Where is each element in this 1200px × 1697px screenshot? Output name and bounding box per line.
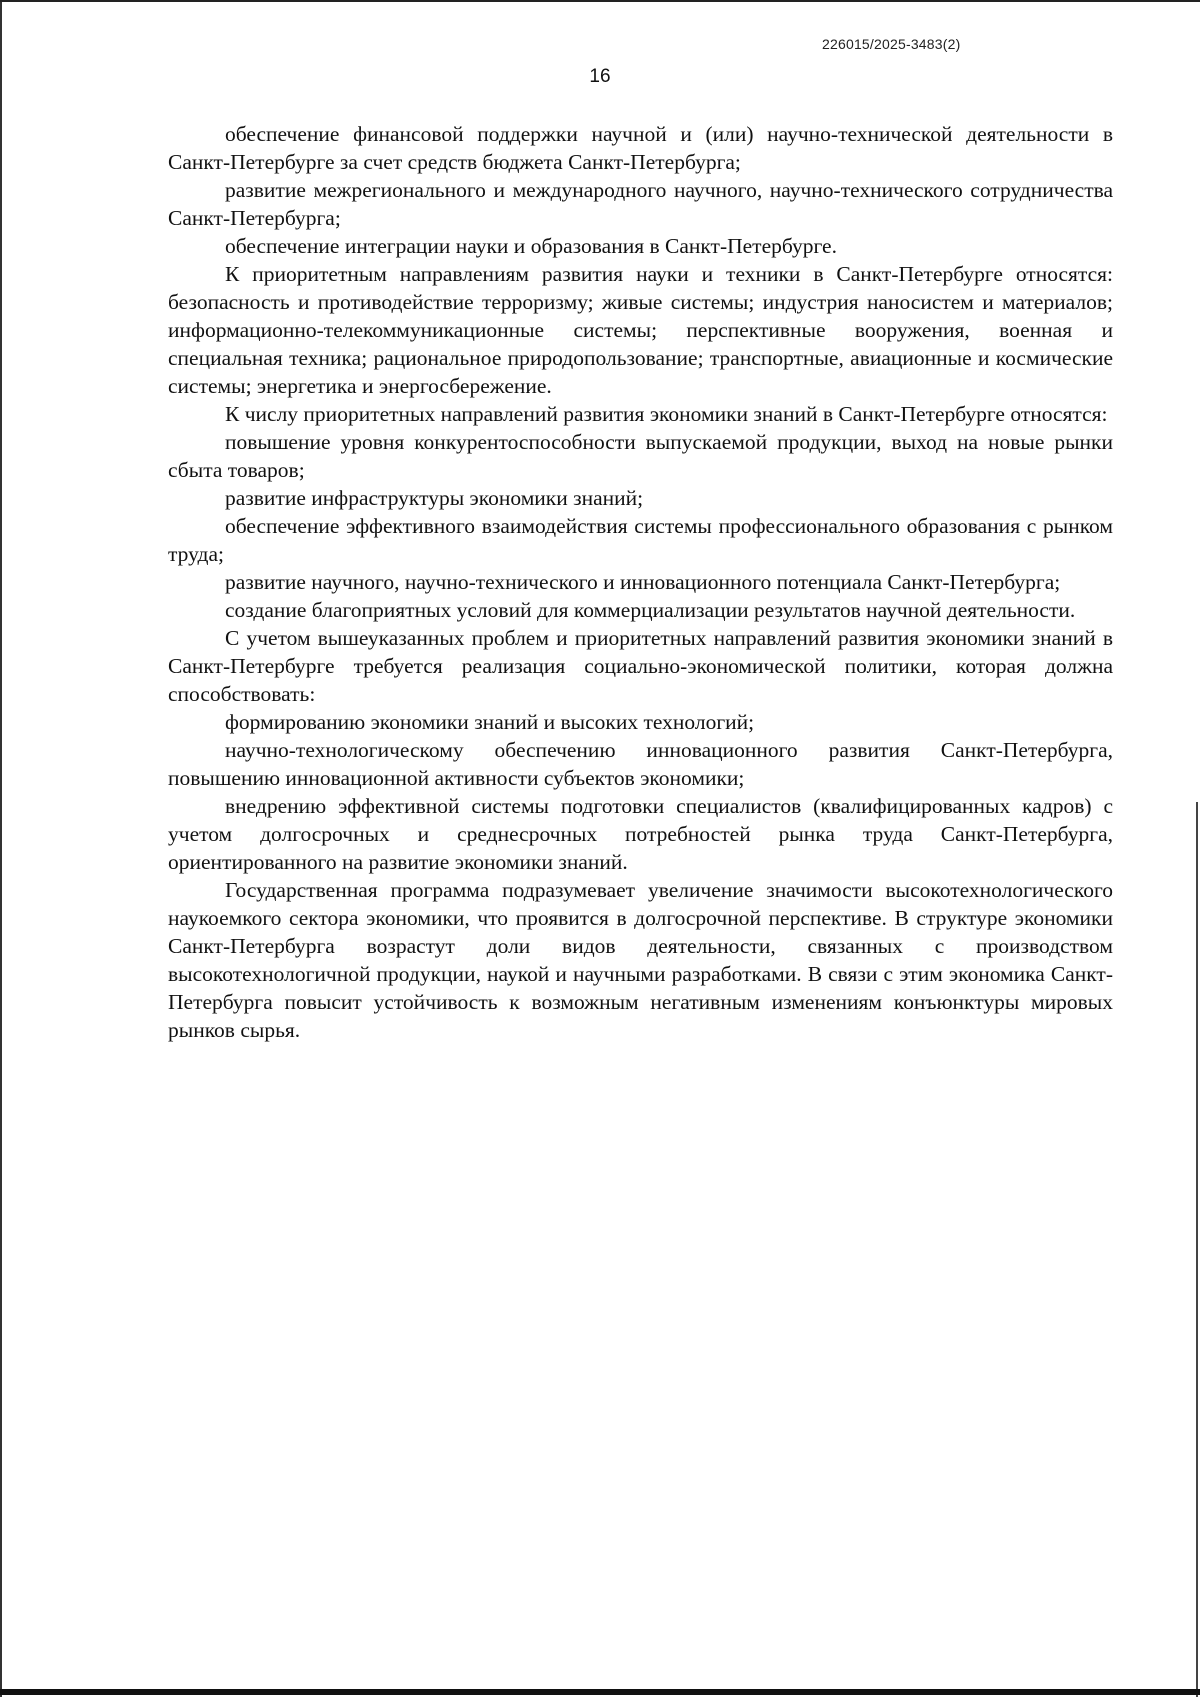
paragraph: К числу приоритетных направлений развития экономики знаний в Санкт-Петербурге относятся: (225, 402, 1108, 426)
paragraph: Государственная программа подразумевает увеличение значимости высокотехнологического наукоемкого сектора экономики, что проявится в долгосрочной перспективе. В структуре экономики Санкт-Петербурга возрастут доли видов деятельности, связанных с производством высокотехнологичной продукции, наукой и научными разработками. В связи с этим экономика Санкт-Петербурга повысит устойчивость к возможным негативным изменениям конъюнктуры мировых рынков сырья. (168, 878, 1113, 1042)
document-body (168, 120, 1113, 1044)
paragraph: К приоритетным направлениям развития науки и техники в Санкт-Петербурге относятся: безопасность и противодействие терроризму; живые системы; индустрия наносистем и материалов; информационно-телекоммуникационные системы; перспективные вооружения, военная и специальная техника; рациональное природопользование; транспортные, авиационные и космические системы; энергетика и энергосбережение. (168, 262, 1113, 398)
scan-left-edge (0, 2, 2, 1697)
paragraph: формированию экономики знаний и высоких технологий; (225, 710, 755, 734)
scan-bottom-edge (0, 1689, 1200, 1695)
paragraph: С учетом вышеуказанных проблем и приоритетных направлений развития экономики знаний в Санкт-Петербурге требуется реализация социально-экономической политики, которая должна способствовать: (168, 626, 1113, 706)
paragraph: обеспечение интеграции науки и образования в Санкт-Петербурге. (225, 234, 837, 258)
paragraph: внедрению эффективной системы подготовки специалистов (квалифицированных кадров) с учетом долгосрочных и среднесрочных потребностей рынка труда Санкт-Петербурга, ориентированного на развитие экономики знаний. (168, 794, 1113, 874)
paragraph: обеспечение финансовой поддержки научной и (или) научно-технической деятельности в Санкт-Петербурге за счет средств бюджета Санкт-Петербурга; (168, 122, 1113, 174)
paragraph: повышение уровня конкурентоспособности выпускаемой продукции, выход на новые рынки сбыта товаров; (168, 430, 1113, 482)
paragraph: развитие межрегионального и международного научного, научно-технического сотрудничества Санкт-Петербурга; (168, 178, 1113, 230)
paragraph: обеспечение эффективного взаимодействия системы профессионального образования с рынком труда; (168, 514, 1113, 566)
document-id: 226015/2025-3483(2) (822, 36, 961, 52)
paragraph: создание благоприятных условий для коммерциализации результатов научной деятельности. (225, 598, 1076, 622)
paragraph: развитие инфраструктуры экономики знаний; (225, 486, 644, 510)
page-number: 16 (589, 66, 611, 87)
paragraph: развитие научного, научно-технического и инновационного потенциала Санкт-Петербурга; (225, 570, 1061, 594)
scan-right-edge (1196, 802, 1198, 1697)
paragraph: научно-технологическому обеспечению инновационного развития Санкт-Петербурга, повышению инновационной активности субъектов экономики; (168, 738, 1113, 790)
